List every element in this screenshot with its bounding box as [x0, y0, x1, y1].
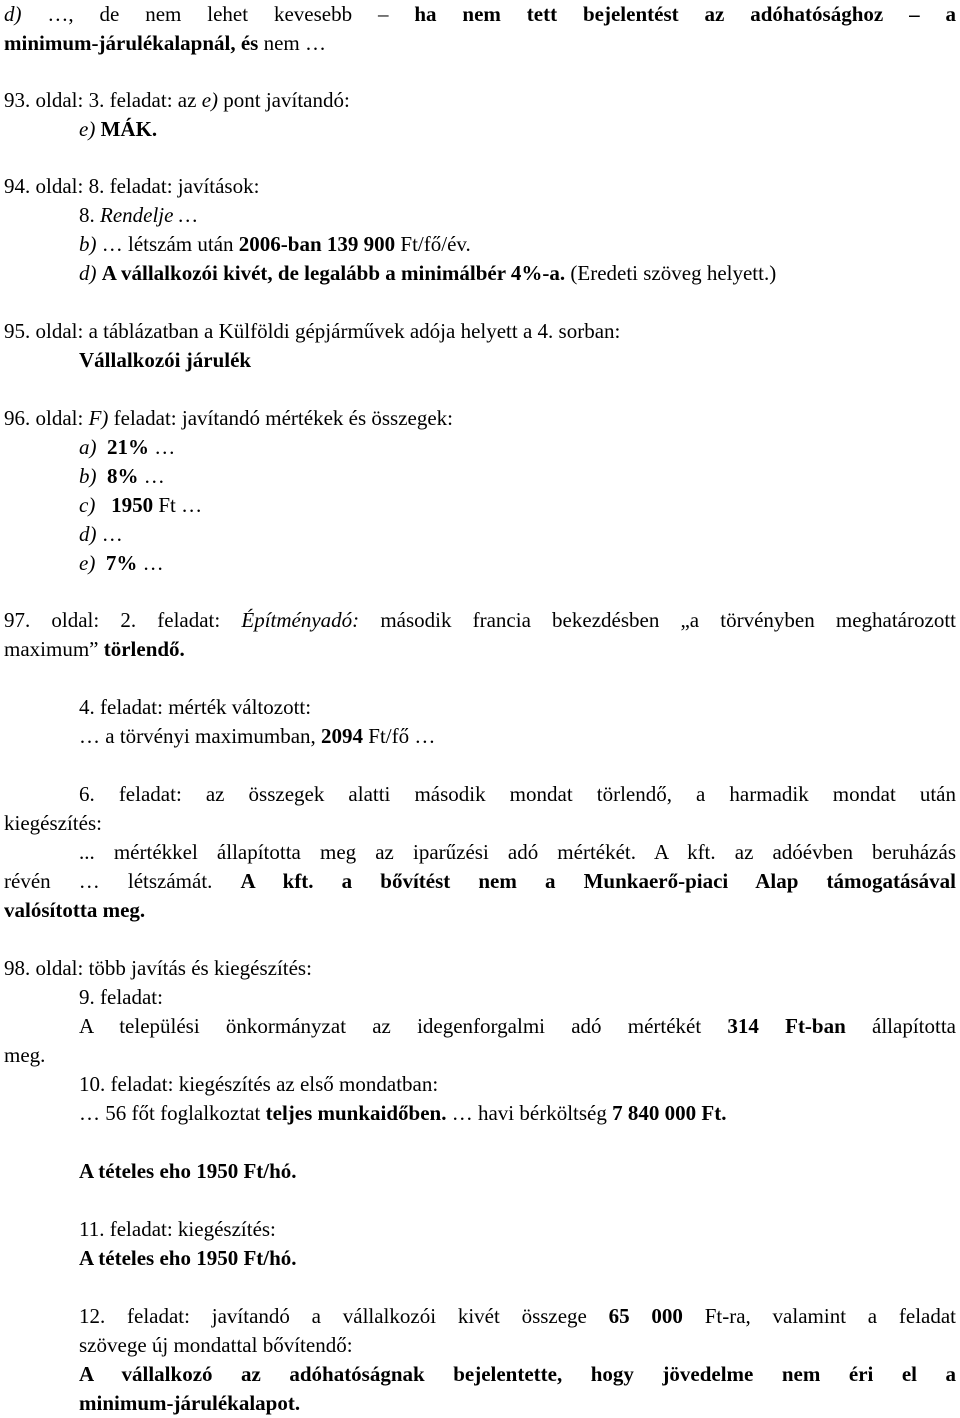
line-56-fot: … 56 főt foglalkoztat teljes munkaidőben. … havi bérköltség 7 840 000 Ft.	[79, 1101, 727, 1125]
item-10-feladat: 10. feladat: kiegészítés az első mondatban:	[79, 1072, 439, 1096]
item-vallalkozoi-jarulek: Vállalkozói járulék	[79, 348, 252, 372]
line-telepulesi: A települési önkormányzat az idegenforgalmi adó mértékét 314 Ft-ban állapította	[79, 1014, 956, 1038]
heading-page-97: 97. oldal: 2. feladat: Építményadó: második francia bekezdésben „a törvényben meghatározott	[4, 608, 956, 632]
item-11-feladat: 11. feladat: kiegészítés:	[79, 1217, 276, 1241]
line-d-continuation: d) …, de nem lehet kevesebb – ha nem tett bejelentést az adóhatósághoz – a	[4, 2, 956, 26]
line-min-jarulekalap: minimum-járulékalapnál, és nem …	[4, 31, 327, 55]
item-a-21: a) 21% …	[79, 435, 176, 459]
item-e-7: e) 7% …	[79, 551, 164, 575]
line-meg: meg.	[4, 1043, 46, 1067]
heading-page-93: 93. oldal: 3. feladat: az e) pont javítandó:	[4, 88, 350, 112]
line-maximum-torlendo: maximum” törlendő.	[4, 637, 185, 661]
item-d-vallalkozoi-kivet: d) A vállalkozói kivét, de legalább a minimálbér 4%-a. (Eredeti szöveg helyett.)	[79, 261, 777, 285]
line-vallalkozo-bejelentette: A vállalkozó az adóhatóságnak bejelentette, hogy jövedelme nem éri el a	[79, 1362, 956, 1386]
line-reven-letszamat: révén … létszámát. A kft. a bővítést nem a Munkaerő-piaci Alap támogatásával	[4, 869, 956, 893]
item-b-8: b) 8% …	[79, 464, 165, 488]
item-9-feladat: 9. feladat:	[79, 985, 163, 1009]
item-12-feladat: 12. feladat: javítandó a vállalkozói kivét összege 65 000 Ft-ra, valamint a feladat	[79, 1304, 957, 1328]
heading-page-96: 96. oldal: F) feladat: javítandó mértékek és összegek:	[4, 406, 454, 430]
item-6-feladat: 6. feladat: az összegek alatti második mondat törlendő, a harmadik mondat után	[79, 782, 956, 806]
line-kiegeszites: kiegészítés:	[4, 811, 102, 835]
item-d-empty: d) …	[79, 522, 123, 546]
line-mertekkel: ... mértékkel állapította meg az iparűzési adó mértékét. A kft. az adóévben beruházás	[79, 840, 956, 864]
item-c-1950: c) 1950 Ft …	[79, 493, 203, 517]
item-e-mak: e) MÁK.	[79, 117, 158, 141]
line-szovege: szövege új mondattal bővítendő:	[79, 1333, 353, 1357]
line-valositotta: valósította meg.	[4, 898, 146, 922]
line-minimum-jarulekalapot: minimum-járulékalapot.	[79, 1391, 301, 1415]
item-8-rendelje: 8. Rendelje …	[79, 203, 198, 227]
line-teteles-eho-1: A tételes eho 1950 Ft/hó.	[79, 1159, 297, 1183]
item-torvenyi-maximum: … a törvényi maximumban, 2094 Ft/fő …	[79, 724, 436, 748]
line-teteles-eho-2: A tételes eho 1950 Ft/hó.	[79, 1246, 297, 1270]
heading-page-95: 95. oldal: a táblázatban a Külföldi gépjárművek adója helyett a 4. sorban:	[4, 319, 621, 343]
item-4-feladat: 4. feladat: mérték változott:	[79, 695, 312, 719]
heading-page-98: 98. oldal: több javítás és kiegészítés:	[4, 956, 312, 980]
item-b-letszam: b) … létszám után 2006-ban 139 900 Ft/fő/év.	[79, 232, 471, 256]
heading-page-94: 94. oldal: 8. feladat: javítások:	[4, 174, 260, 198]
